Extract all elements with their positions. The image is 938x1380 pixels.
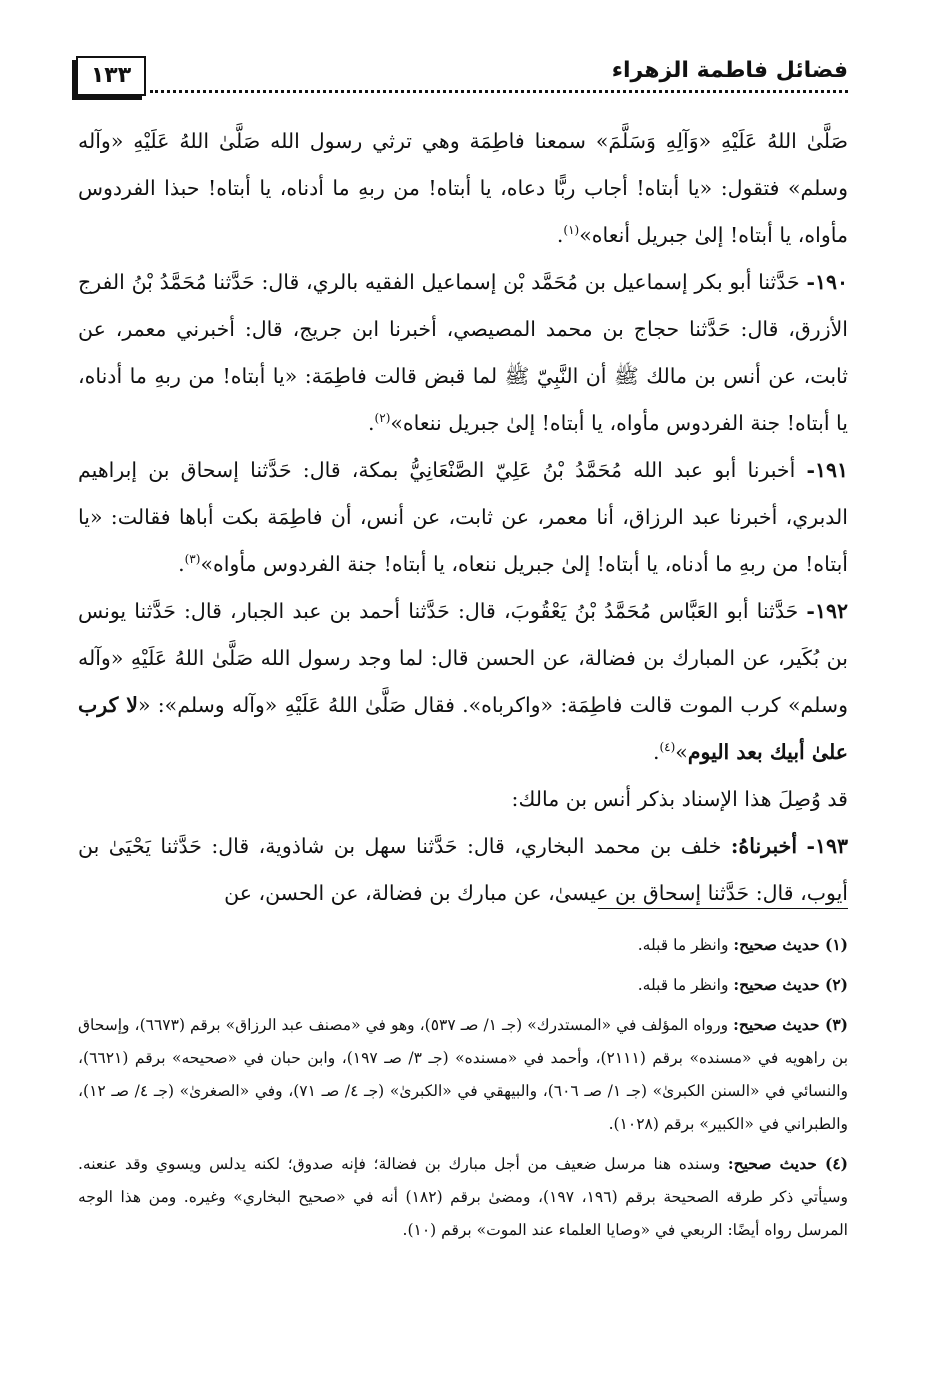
footnote-ref: (٢) — [374, 411, 391, 426]
footnote-text: وانظر ما قبله. — [637, 976, 729, 994]
footnote-text: ورواه المؤلف في «المستدرك» (جـ ١/ صـ ٥٣٧)، وهو في «مصنف عبد الرزاق» برقم (٦٦٧٣)، وإسحاق بن راهويه في «مسنده» برقم (٢١١١)، وأحمد في «مسنده» (جـ ٣/ صـ ١٩٧)، وابن حبان في «صحيحه» برقم (٦٦٢١)، والنسائي في «السنن الكبرىٰ» (جـ ١/ صـ ٦٠٦)، والبيهقي في «الكبرىٰ» (جـ ٤/ صـ ٧١)، وفي «الصغرىٰ» (جـ ٤/ صـ ١٢)، والطبراني في «الكبير» برقم (١٠٢٨). — [78, 1016, 849, 1133]
hadith-paragraph — [78, 259, 848, 447]
paragraph-text: حَدَّثنا أبو بكر إسماعيل بن مُحَمَّد بْن إسماعيل الفقيه بالري، قال: حَدَّثنا مُحَمَّدُ بْنُ الفرج الأزرق، قال: حَدَّثنا حجاج بن محمد المصيصي، أخبرنا ابن جريج، قال: أخبرني معمر، عن ثابت، عن أنس بن مالك ﷺ أن النَّبِيّ ﷺ لما قبض قالت فاطِمَة: «يا أبتاه! من ربهِ ما أدناه، يا أبتاه! جنة الفردوس مأواه، يا أبتاه! إلىٰ جبريل ننعاه» — [78, 270, 848, 435]
hadith-number: ١٩١- — [806, 458, 848, 482]
footnote-label: (٢) حديث صحيح: — [733, 975, 848, 994]
page-header — [76, 56, 848, 100]
footnotes — [78, 928, 848, 1253]
footnote — [78, 1147, 848, 1247]
paragraph-end: . — [652, 740, 660, 764]
footnote — [78, 928, 848, 962]
paragraph-text: قد وُصِلَ هذا الإسناد بذكر أنس بن مالك: — [511, 787, 848, 811]
footnote-extra: ومن هذا الوجه المرسل رواه أيضًا: الربعي في «وصايا العلماء عند الموت» برقم (١٠). — [78, 1188, 848, 1239]
paragraph-end: . — [178, 552, 185, 576]
footnote-label: (٣) حديث صحيح: — [733, 1015, 848, 1034]
header-dotted-rule — [150, 90, 848, 93]
hadith-number: ١٩٣- — [806, 834, 848, 858]
paragraph-text: حَدَّثنا أبو العَبَّاس مُحَمَّدُ بْنُ يَعْقُوبَ، قال: حَدَّثنا أحمد بن عبد الجبار، قال: حَدَّثنا يونس بن بُكَير، عن المبارك بن فضالة، عن الحسن قال: لما وجد رسول الله صَلَّىٰ اللهُ عَلَيْهِ «وآله وسلم» كرب الموت قالت فاطِمَة: «واكرباه». فقال صَلَّىٰ اللهُ عَلَيْهِ «وآله وسلم»: « — [78, 599, 849, 717]
footnote — [78, 1008, 848, 1141]
footnote-separator — [598, 908, 848, 909]
paragraph — [78, 776, 848, 823]
paragraph-text: أخبرنا أبو عبد الله مُحَمَّدُ بْنُ عَلِيّ الصَّنْعَانِيُّ بمكة، قال: حَدَّثنا إسحاق بن إبراهيم الدبري، أخبرنا عبد الرزاق، أنا معمر، عن ثابت، عن أنس، أن فاطِمَة بكت أباها فقالت: «يا أبتاه! من ربهِ ما أدناه، يا أبتاه! إلىٰ جبريل ننعاه، يا أبتاه! جنة الفردوس مأواه» — [78, 458, 848, 576]
footnote-ref: (٤) — [659, 740, 676, 755]
hadith-paragraph — [78, 588, 848, 776]
footnote-ref: (٣) — [184, 552, 201, 567]
footnote-ref: (١) — [563, 223, 580, 238]
footnote-label: (٤) حديث صحيح: — [727, 1154, 848, 1173]
hadith-paragraph — [78, 447, 848, 588]
footnote-text: وسنده هنا مرسل ضعيف من أجل مبارك بن فضالة؛ فإنه صدوق؛ لكنه يدلس ويسوي وقد عنعنه. وسيأتي ذكر طرقه الصحيحة برقم (١٩٦، ١٩٧)، ومضىٰ برقم (١٨٢) أنه في «صحيح البخاري» وغيره. — [78, 1155, 848, 1206]
paragraph-end: . — [556, 223, 564, 247]
paragraph — [78, 118, 848, 259]
paragraph-text: صَلَّىٰ اللهُ عَلَيْهِ «وَآلِهِ وَسَلَّمَ» سمعنا فاطِمَة وهي ترثي رسول الله صَلَّىٰ اللهُ عَلَيْهِ «وآله وسلم» فتقول: «يا أبتاه! أجاب ربًّا دعاه، يا أبتاه! من ربهِ ما أدناه، يا أبتاه! حبذا الفردوس مأواه، يا أبتاه! إلىٰ جبريل أنعاه» — [78, 129, 848, 247]
paragraph-text: خلف بن محمد البخاري، قال: حَدَّثنا سهل بن شاذوية، قال: حَدَّثنا يَحْيَىٰ بن أيوب، قال: حَدَّثنا إسحاق بن عيسىٰ، عن مبارك بن فضالة، عن الحسن، عن — [78, 834, 848, 905]
hadith-number: ١٩٢- — [806, 599, 848, 623]
footnote-label: (١) حديث صحيح: — [733, 935, 848, 954]
running-title: فضائل فاطمة الزهراء — [611, 58, 848, 83]
paragraph-end: . — [368, 411, 375, 435]
page-number-box: ١٣٣ — [76, 56, 146, 96]
footnote — [78, 968, 848, 1002]
hadith-paragraph — [78, 823, 848, 917]
bold-quote: لا كرب علىٰ أبيك بعد اليوم — [78, 693, 848, 764]
footnote-text: وانظر ما قبله. — [637, 936, 729, 954]
main-text — [78, 118, 848, 917]
hadith-number: ١٩٠- — [806, 270, 848, 294]
quote-close: » — [675, 740, 688, 764]
hadith-label: أخبرناهُ: — [730, 834, 798, 858]
